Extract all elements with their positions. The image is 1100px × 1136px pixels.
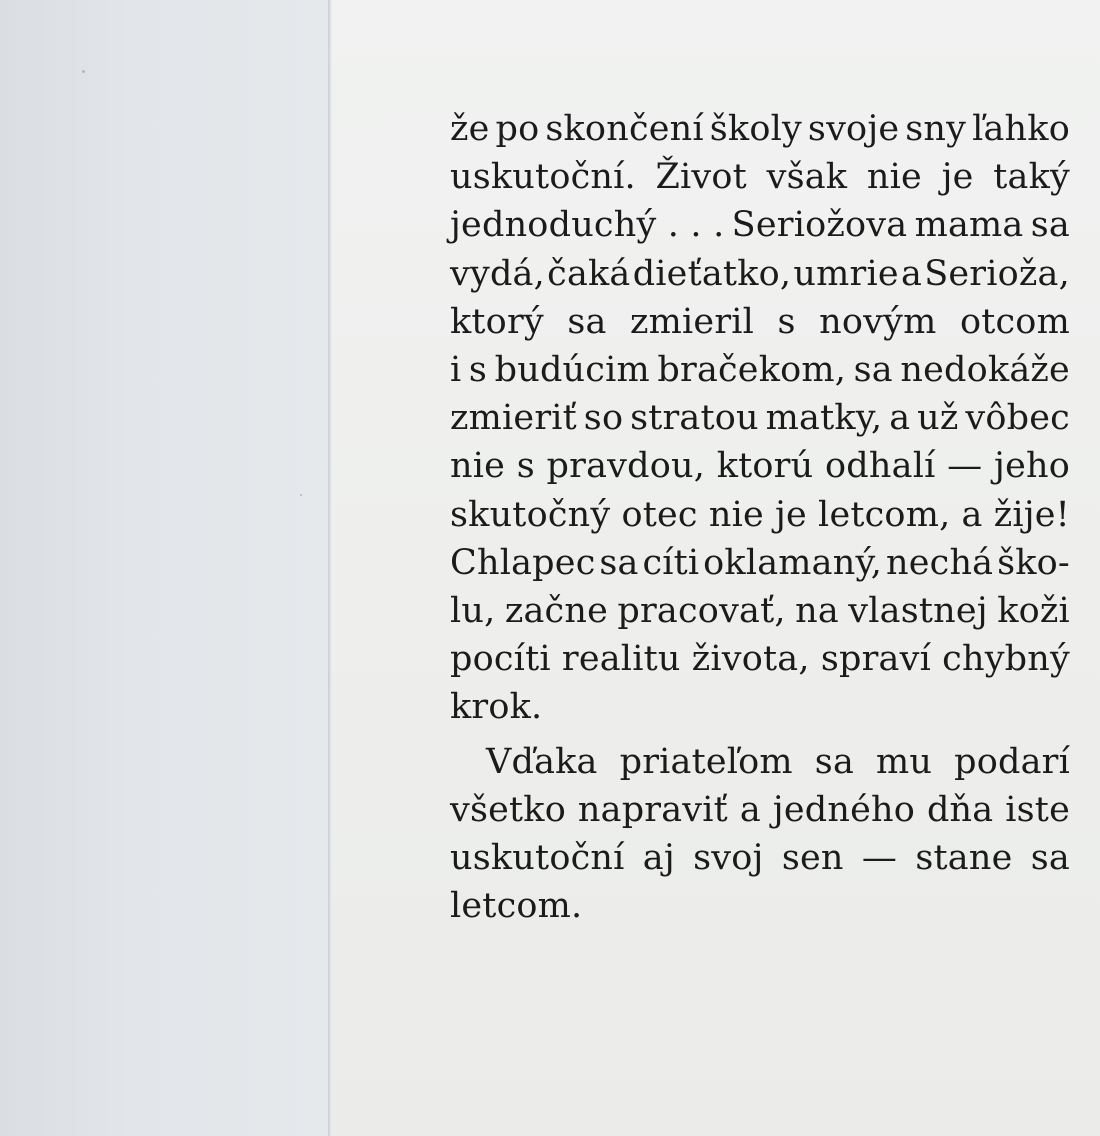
word: sny (905, 109, 967, 149)
word: všetko (450, 789, 566, 830)
word: uskutoční. (450, 157, 636, 198)
word: zmieril (630, 301, 755, 342)
word: stane (915, 838, 1013, 879)
word: jednoduchý . . . (450, 205, 725, 246)
word: a (900, 253, 923, 294)
text-line (450, 491, 1070, 539)
word: otcom (959, 301, 1070, 342)
word: školy (709, 109, 802, 149)
word: otec (621, 494, 698, 535)
word: umrie (793, 253, 899, 294)
word: a (739, 789, 761, 830)
text-line (450, 683, 1070, 731)
word: začne (504, 591, 609, 632)
word: chybný (942, 639, 1070, 680)
word: už (917, 398, 959, 439)
text-line (450, 539, 1070, 587)
word: napraviť (577, 789, 728, 830)
text-line (450, 298, 1070, 346)
word: pracovať, (617, 591, 786, 632)
word: s (468, 350, 488, 391)
word: žije! (993, 494, 1070, 535)
paragraph (450, 738, 1070, 931)
word: sa (814, 741, 855, 782)
text-line (450, 786, 1070, 834)
word: nechá (885, 542, 994, 583)
word: letcom. (450, 886, 583, 927)
word: iste (1005, 789, 1070, 830)
body-text (450, 105, 1070, 930)
word: života, (691, 639, 810, 680)
word: stratou (630, 398, 759, 439)
word: jedného (772, 789, 916, 830)
word: čaká (547, 253, 631, 294)
text-line (450, 587, 1070, 635)
word: však (766, 157, 848, 198)
paper-speck (300, 494, 302, 496)
word: svoje (807, 109, 900, 149)
word: taký (993, 157, 1070, 198)
word: ktorý (450, 301, 544, 342)
text-line (450, 635, 1070, 683)
word: koži (997, 591, 1070, 632)
paper-speck (82, 70, 85, 73)
word: sa (599, 542, 639, 583)
word: — (947, 446, 983, 487)
text-line (450, 834, 1070, 882)
word: ško- (997, 542, 1070, 583)
word: matky, (765, 398, 883, 439)
word: priateľom (619, 741, 793, 782)
word: nedokáže (900, 350, 1070, 391)
word: sa (1030, 205, 1070, 246)
word: realitu (561, 639, 681, 680)
text-line (450, 105, 1070, 153)
word: aj (642, 838, 675, 879)
word: mu (876, 741, 933, 782)
left-endpaper (0, 0, 330, 1136)
text-line (450, 882, 1070, 930)
word: Serioža, (924, 253, 1070, 294)
word: Seriožova (731, 205, 908, 246)
word: nie (450, 446, 506, 487)
word: pocíti (450, 639, 551, 680)
text-line (450, 394, 1070, 442)
paragraph (450, 105, 1070, 732)
word: so (583, 398, 624, 439)
word: spraví (820, 639, 931, 680)
word: vydá, (450, 253, 545, 294)
word: podarí (954, 741, 1070, 782)
word: pravdou, (546, 446, 706, 487)
text-line (450, 250, 1070, 298)
word: novým (819, 301, 937, 342)
word: vôbec (965, 398, 1070, 439)
word: jeho (994, 446, 1070, 487)
word: je (774, 494, 807, 535)
text-line (450, 153, 1070, 201)
word: sa (853, 350, 893, 391)
word: a (961, 494, 983, 535)
word: skutočný (450, 494, 611, 535)
word: svoj (693, 838, 764, 879)
word: bračekom, (657, 350, 847, 391)
word: Chlapec (450, 542, 596, 583)
word: nie (708, 494, 764, 535)
word: sen (781, 838, 844, 879)
word: letcom, (818, 494, 951, 535)
word: sa (1030, 838, 1070, 879)
word: krok. (450, 687, 543, 728)
word: po (495, 109, 540, 149)
word: na (795, 591, 839, 632)
text-line (450, 442, 1070, 490)
word: oklamaný, (703, 542, 883, 583)
word: Život (655, 157, 747, 198)
word: s (777, 301, 796, 342)
text-line (450, 201, 1070, 249)
word: zmieriť (450, 398, 577, 439)
text-line (450, 346, 1070, 394)
word: — (861, 838, 898, 879)
word: s (516, 446, 535, 487)
word: ktorú (716, 446, 814, 487)
word: lu, (450, 591, 496, 632)
text-line (450, 738, 1070, 786)
word: dňa (926, 789, 994, 830)
word: uskutoční (450, 838, 625, 879)
word: cíti (642, 542, 700, 583)
word: a (889, 398, 911, 439)
book-page (332, 0, 1100, 1136)
word: Vďaka (486, 741, 598, 782)
word: dieťatko, (632, 253, 792, 294)
word: budúcim (494, 350, 650, 391)
word: vlastnej (848, 591, 988, 632)
word: že (450, 109, 490, 149)
word: ľahko (972, 109, 1070, 149)
word: je (941, 157, 974, 198)
word: nie (866, 157, 922, 198)
word: i (450, 350, 462, 391)
word: skončení (545, 109, 704, 149)
word: odhalí (825, 446, 936, 487)
word: mama (914, 205, 1024, 246)
word: sa (567, 301, 607, 342)
